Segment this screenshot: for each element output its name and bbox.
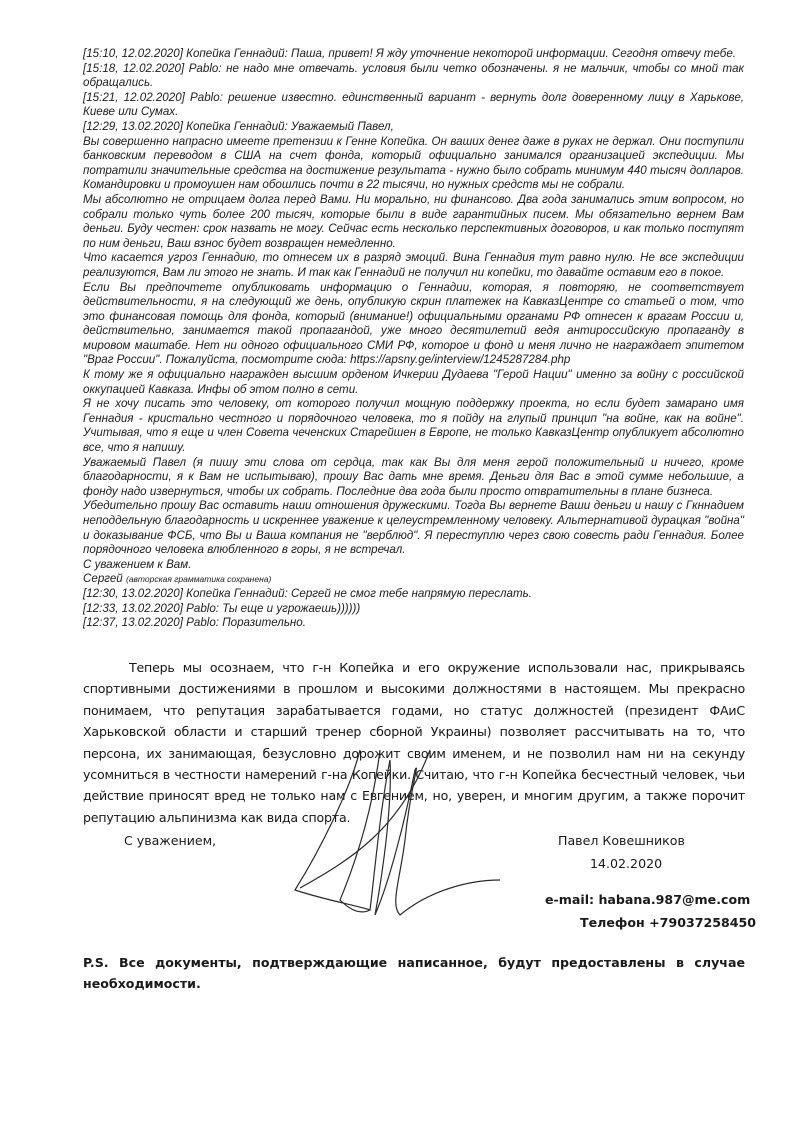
letter-paragraph: Теперь мы осознаем, что г-н Копейка и его окружение использовали нас, прикрываясь спортивными достижениями в прошлом и высокими должностями в настоящем. Мы прекрасно понимаем, что репутация зарабатывается годами, но статус должностей (президент ФАиС Харьковской области и старший тренер сборной Украины) позволяет рассчитывать на то, что персона, их занимающая, безусловно дорожит своим именем, и не позволил нам ни на секунду усомниться в честности намерений г-на Копейки. Считаю, что г-н Копейка бесчестный человек, чьи действие приносят вред не только нам с Евгением, но, уверен, и многим другим, а также порочит репутацию альпинизма как вида спорта. [83, 660, 745, 825]
chat-message: [12:33, 13.02.2020] Pablo: Ты еще и угрожаешь)))))) [83, 601, 361, 615]
chat-message-body: Мы абсолютно не отрицаем долга перед Вами. Ни морально, ни финансово. Два года занимались этим вопросом, но собрали только чуть более 200 тысяч, которые были в виде гарантийных писем. Мы обязательно вернем Вам деньги. Буду честен: срок назвать не могу. Сейчас есть несколько перспективных договоров, и как только поступят по ним деньги, Ваш взнос будет возвращен немедленно. [83, 192, 744, 250]
chat-signature [83, 572, 744, 587]
chat-message: [12:30, 13.02.2020] Копейка Геннадий: Сергей не смог тебе напрямую переслать. [83, 586, 532, 600]
quoted-chat-log [83, 47, 744, 631]
chat-message: [15:21, 12.02.2020] Pablo: решение известно. единственный вариант - вернуть долг доверенному лицу в Харькове, Киеве или Сумах. [83, 90, 744, 119]
chat-message-body: Если Вы предпочтете опубликовать информацию о Геннадии, которая, я повторяю, не соответствует действительности, я на следующий же день, опубликую скрин платежек на КавказЦентре со статьей о том, что это финансовая помощь для фонда, который (внимание!) официальными органами РФ отнесен к врагам России и, действительно, занимается такой пропагандой, уже много десятилетий ведя антироссийскую пропаганду в мировом маштабе. Нет ни одного официального СМИ РФ, которое и фонд и меня лично не награждает эпитетом "Враг России". Пожалуйста, посмотрите сюда: https://apsny.ge/interview/1245287284.php [83, 280, 744, 367]
author-email: e-mail: habana.987@me.com [545, 892, 751, 907]
chat-signature-name: Сергей [83, 572, 123, 586]
postscript: P.S. Все документы, подтверждающие написанное, будут предоставлены в случае необходимости. [83, 955, 745, 991]
chat-message-body: Убедительно прошу Вас оставить наши отношения дружескими. Тогда Вы вернете Ваши деньги и нашу с Гкннадием неподдельную благодарность и искреннее уважение к целеустремленному человеку. Альтернативой дурацкая "война" и доказывание ФСБ, что Вы и Ваша компания не "верблюд". Я переступлю через свою совесть ради Геннадия. Более порядочного человека влюбленного в горы, я не встречал. [83, 499, 744, 557]
handwritten-signature-icon [280, 730, 510, 930]
chat-message: [15:18, 12.02.2020] Pablo: не надо мне отвечать. условия были четко обозначены. я не мальчик, чтобы со мной так обращались. [83, 61, 744, 90]
chat-message-body: Что касается угроз Геннадию, то отнесем их в разряд эмоций. Вина Геннадия тут равно нулю. Не все экспедиции реализуются, Вам ли этого не знать. И так как Геннадий не получил ни копейки, то давайте оставим его в покое. [83, 251, 744, 279]
chat-message-body: Я не хочу писать это человеку, от которого получил мощную поддержку проекта, но если будет замарано имя Геннадия - кристально честного и порядочного человека, то я пойду на глупый принцип "на войне, как на войне". Учитывая, что я еще и член Совета чеченских Старейшен в Европе, не только КавказЦентр опубликует абсолютно все, что я напишу. [83, 397, 744, 455]
letter-date: 14.02.2020 [590, 856, 663, 871]
closing-salutation: С уважением, [124, 833, 217, 848]
chat-signature-note: (авторская грамматика сохранена) [126, 574, 272, 585]
chat-message: [15:10, 12.02.2020] Копейка Геннадий: Паша, привет! Я жду уточнение некоторой информации. Сегодня отвечу тебе. [83, 47, 737, 60]
chat-message-body: Уважаемый Павел (я пишу эти слова от сердца, так как Вы для меня герой положительный и ничего, кроме благодарности, я к Вам не испытываю), прошу Вас дать мне время. Деньги для Вас в этой сумме небольшие, а фонду надо извернуться, чтобы их собрать. Последние два года были просто отвратительны в плане бизнеса. [83, 455, 744, 498]
author-phone: Телефон +79037258450 [580, 915, 757, 930]
chat-message-body: С уважением к Вам. [83, 557, 192, 571]
chat-message-body: К тому же я официально награжден высшим орденом Ичкерии Дудаева "Герой Нации" именно за войну с российской оккупацией Кавказа. Инфы об этом полно в сети. [83, 368, 744, 396]
chat-message: [12:29, 13.02.2020] Копейка Геннадий: Уважаемый Павел, [83, 119, 394, 133]
chat-message-body: Вы совершенно напрасно имеете претензии к Генне Копейка. Он ваших денег даже в руках не держал. Они поступили банковским переводом в США на счет фонда, который официально занимался организацией экспедиции. Мы потратили значительные средства на достижение результата - нужно было собрать минимум 440 тысяч долларов. Командировки и промоушен нам обошлись почти в 22 тысячи, но нужных средств мы не собрали. [83, 134, 744, 192]
chat-message: [12:37, 13.02.2020] Pablo: Поразительно. [83, 616, 306, 630]
author-name: Павел Ковешников [558, 833, 685, 848]
